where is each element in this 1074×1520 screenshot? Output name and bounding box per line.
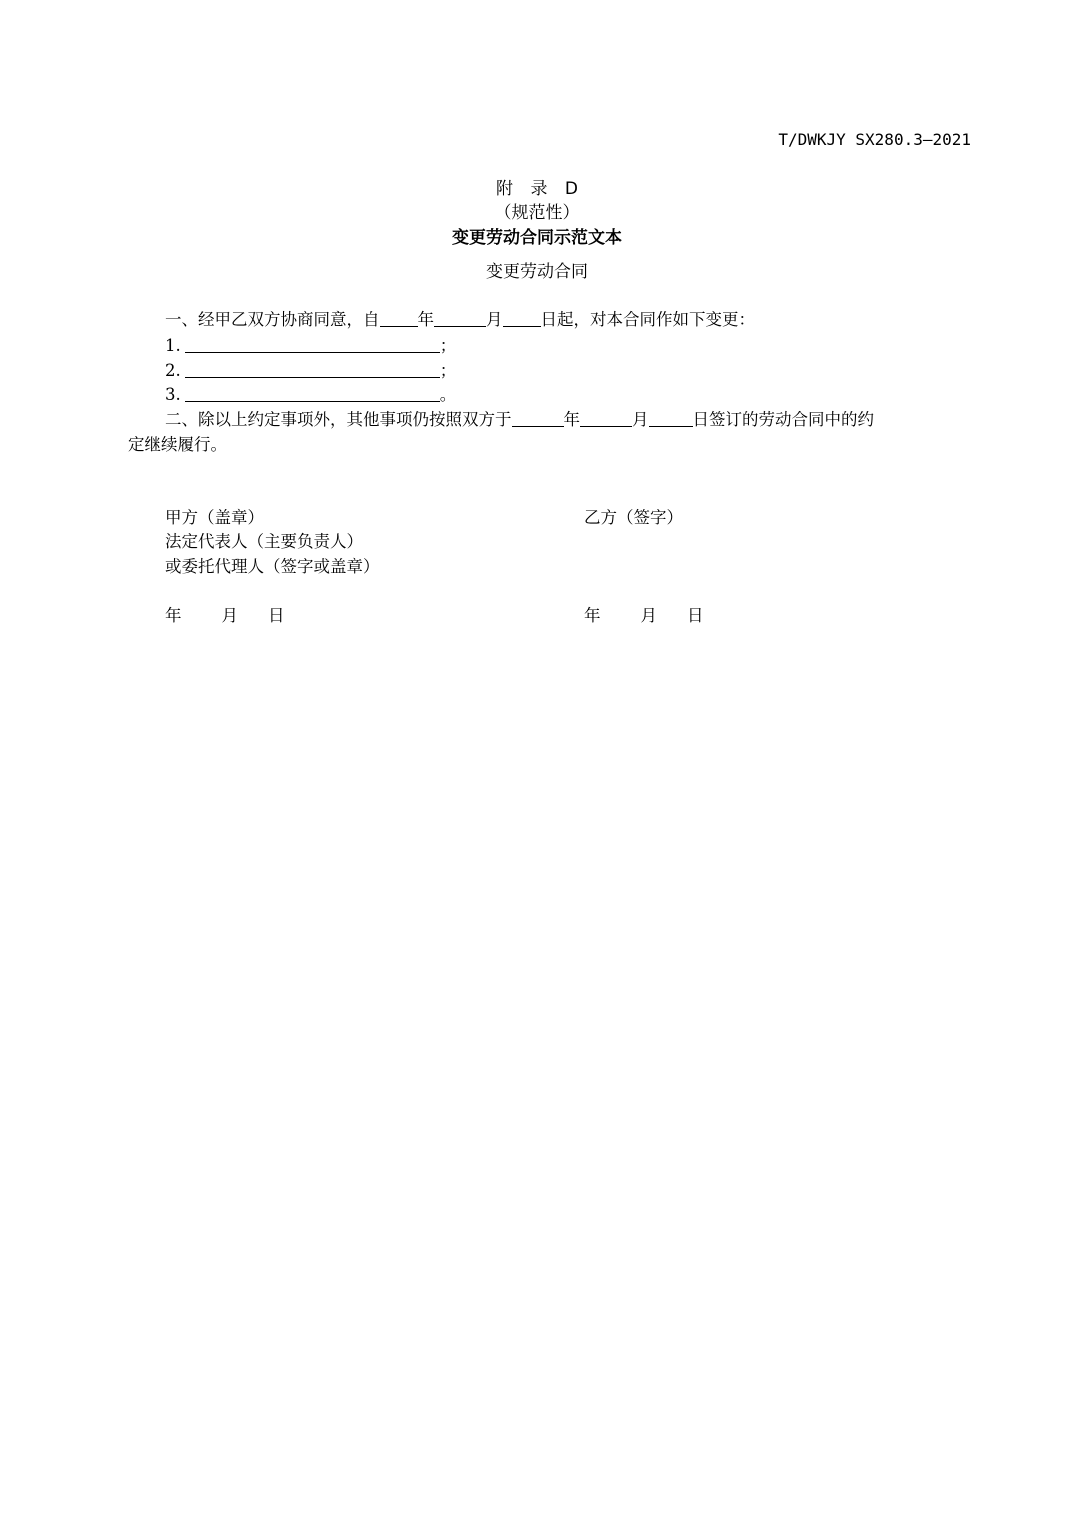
- year-label: 年: [563, 410, 580, 429]
- appendix-title: 变更劳动合同示范文本: [452, 228, 622, 248]
- appendix-label: 附 录 D: [496, 179, 578, 199]
- change-item-3: [165, 381, 456, 405]
- item-end-mark: 。: [439, 385, 457, 404]
- month-blank[interactable]: [434, 310, 486, 327]
- change-item-2: [165, 357, 456, 381]
- document-title: 变更劳动合同: [486, 262, 588, 282]
- year-blank[interactable]: [512, 410, 564, 427]
- month-blank[interactable]: [580, 410, 632, 427]
- appendix-nature: （规范性）: [494, 203, 580, 223]
- year-blank[interactable]: [380, 310, 418, 327]
- item-number: 1.: [165, 336, 181, 355]
- item-end-mark: ；: [439, 336, 457, 355]
- party-a-date: [165, 602, 285, 626]
- year-label: 年: [165, 606, 182, 625]
- clause-1-lead: 一、经甲乙双方协商同意，自: [165, 310, 380, 329]
- party-b-date: [584, 602, 704, 626]
- clause-2-continuation: 定继续履行。: [128, 435, 227, 454]
- standard-number: T/DWKJY SX280.3—2021: [778, 130, 971, 149]
- party-a-seal: 甲方（盖章）: [165, 508, 264, 527]
- month-label: 月: [486, 310, 503, 329]
- clause-2-tail: 日签订的劳动合同中的约: [692, 410, 874, 429]
- day-label: 日: [687, 606, 704, 625]
- day-blank[interactable]: [503, 310, 541, 327]
- clause-2-lead: 二、除以上约定事项外，其他事项仍按照双方于: [165, 410, 512, 429]
- party-a-agent: 或委托代理人（签字或盖章）: [165, 557, 380, 576]
- month-label: 月: [221, 606, 238, 625]
- clause-2: [165, 406, 874, 430]
- change-item-blank[interactable]: [185, 385, 440, 402]
- clause-1: [165, 306, 755, 330]
- clause-1-tail: 日起，对本合同作如下变更：: [540, 310, 755, 329]
- item-number: 2.: [165, 361, 181, 380]
- change-item-blank[interactable]: [185, 361, 440, 378]
- item-end-mark: ；: [439, 361, 457, 380]
- item-number: 3.: [165, 385, 181, 404]
- party-a-legal-rep: 法定代表人（主要负责人）: [165, 532, 363, 551]
- party-b-signature: 乙方（签字）: [584, 508, 683, 527]
- day-blank[interactable]: [649, 410, 693, 427]
- change-item-1: [165, 332, 456, 356]
- month-label: 月: [632, 410, 649, 429]
- year-label: 年: [584, 606, 601, 625]
- change-item-blank[interactable]: [185, 336, 440, 353]
- month-label: 月: [640, 606, 657, 625]
- year-label: 年: [417, 310, 434, 329]
- day-label: 日: [268, 606, 285, 625]
